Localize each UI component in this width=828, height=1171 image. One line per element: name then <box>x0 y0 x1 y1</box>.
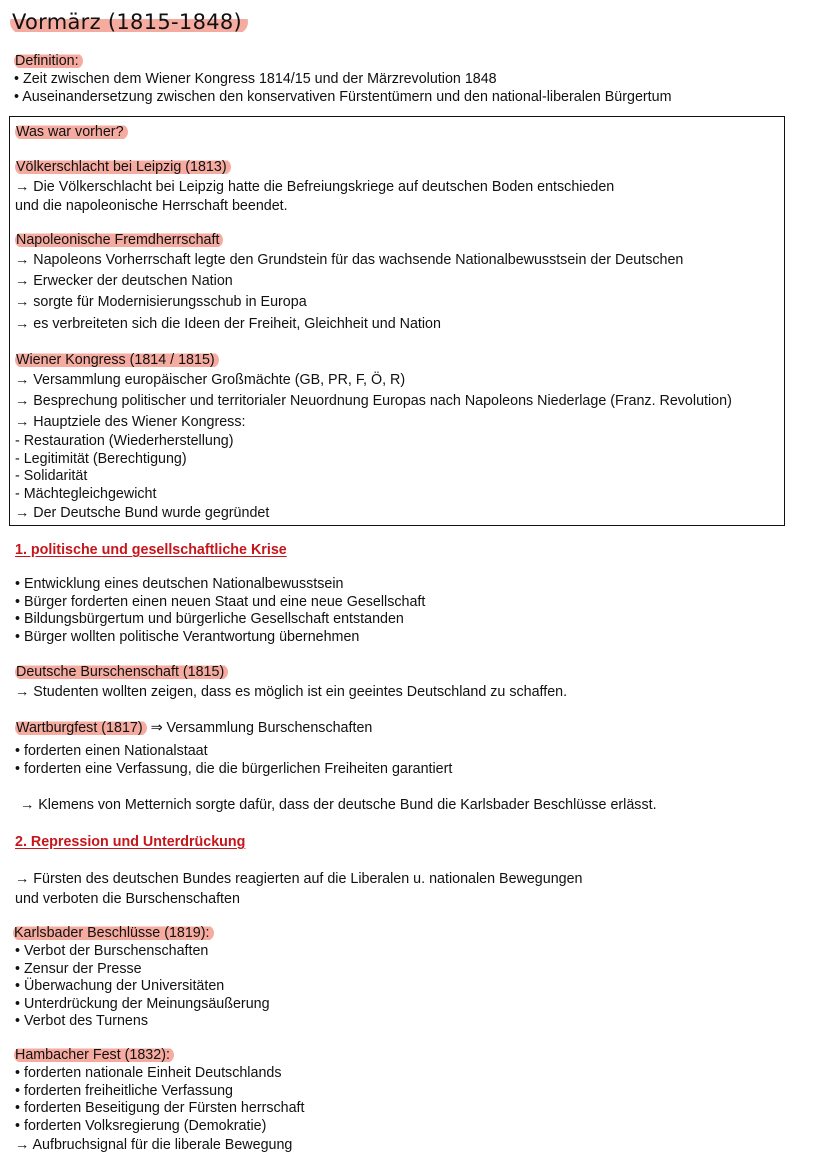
napoleon-heading: Napoleonische Fremdherrschaft <box>15 232 223 250</box>
list-item: • Zensur der Presse <box>15 961 142 977</box>
text-line: → Fürsten des deutschen Bundes reagierten auf die Liberalen u. nationalen Bewegungen <box>15 871 583 887</box>
text-line: → Versammlung europäischer Großmächte (GB, PR, F, Ö, R) <box>15 372 406 388</box>
section-heading: 2. Repression und Unterdrückung <box>15 834 246 850</box>
text-line: → Erwecker der deutschen Nation <box>15 273 233 289</box>
karlsbad-heading: Karlsbader Beschlüsse (1819): <box>13 925 214 943</box>
text-line: → Hauptziele des Wiener Kongress: <box>15 414 246 430</box>
page-title: Vormärz (1815-1848) <box>10 9 248 35</box>
list-item: • Verbot des Turnens <box>15 1013 148 1029</box>
text-line: → sorgte für Modernisierungsschub in Europa <box>15 294 307 310</box>
text-line: → Besprechung politischer und territorialer Neuordnung Europas nach Napoleons Niederlage (Franz. Revolution) <box>15 393 732 409</box>
hambach-heading: Hambacher Fest (1832): <box>14 1047 174 1065</box>
text-line: → Der Deutsche Bund wurde gegründet <box>15 505 270 521</box>
text-line: → Napoleons Vorherrschaft legte den Grundstein für das wachsende Nationalbewusstsein der Deutschen <box>15 252 684 268</box>
text-line: und verboten die Burschenschaften <box>15 891 240 907</box>
text-line: - Mächtegleichgewicht <box>15 486 157 502</box>
list-item: • Überwachung der Universitäten <box>15 978 225 994</box>
list-item: • Bürger wollten politische Verantwortung übernehmen <box>15 629 360 645</box>
definition-item: • Zeit zwischen dem Wiener Kongress 1814/15 und der Märzrevolution 1848 <box>14 71 497 87</box>
box-heading: Was war vorher? <box>15 124 128 142</box>
text-line: → Die Völkerschlacht bei Leipzig hatte die Befreiungskriege auf deutschen Boden entschieden <box>15 179 615 195</box>
section-heading: 1. politische und gesellschaftliche Krise <box>15 542 287 558</box>
list-item: • forderten einen Nationalstaat <box>15 743 208 759</box>
definition-heading: Definition: <box>14 53 83 71</box>
text-line: → es verbreiteten sich die Ideen der Freiheit, Gleichheit und Nation <box>15 316 441 332</box>
list-item: • forderten Beseitigung der Fürsten herrschaft <box>15 1100 305 1116</box>
text-line: - Solidarität <box>15 468 88 484</box>
list-item: • Entwicklung eines deutschen Nationalbewusstsein <box>15 576 344 592</box>
wartburg-suffix: ⇒ Versammlung Burschenschaften <box>146 720 373 736</box>
list-item: • forderten freiheitliche Verfassung <box>15 1083 233 1099</box>
text-line: → Klemens von Metternich sorgte dafür, dass der deutsche Bund die Karlsbader Beschlüsse erlässt. <box>20 797 657 813</box>
list-item: • Unterdrückung der Meinungsäußerung <box>15 996 270 1012</box>
definition-item: • Auseinandersetzung zwischen den konservativen Fürstentümern und den national-liberalen Bürgertum <box>14 89 672 105</box>
list-item: • Bildungsbürgertum und bürgerliche Gesellschaft entstanden <box>15 611 404 627</box>
list-item: • forderten nationale Einheit Deutschlands <box>15 1065 282 1081</box>
text-line: - Restauration (Wiederherstellung) <box>15 433 234 449</box>
burschenschaft-heading: Deutsche Burschenschaft (1815) <box>15 664 228 682</box>
list-item: • Bürger forderten einen neuen Staat und eine neue Gesellschaft <box>15 594 426 610</box>
wiener-heading: Wiener Kongress (1814 / 1815) <box>15 352 219 370</box>
text-line: - Legitimität (Berechtigung) <box>15 451 187 467</box>
wartburg-heading: Wartburgfest (1817) ⇒ Versammlung Burschenschaften <box>16 720 373 736</box>
list-item: • forderten Volksregierung (Demokratie) <box>15 1118 267 1134</box>
list-item: • Verbot der Burschenschaften <box>15 943 209 959</box>
text-line: → Studenten wollten zeigen, dass es möglich ist ein geeintes Deutschland zu schaffen. <box>15 684 568 700</box>
text-line: und die napoleonische Herrschaft beendet. <box>15 198 288 214</box>
voelkerschlacht-heading: Völkerschlacht bei Leipzig (1813) <box>15 159 231 177</box>
list-item: → Aufbruchsignal für die liberale Bewegung <box>15 1137 293 1153</box>
list-item: • forderten eine Verfassung, die die bürgerlichen Freiheiten garantiert <box>15 761 453 777</box>
